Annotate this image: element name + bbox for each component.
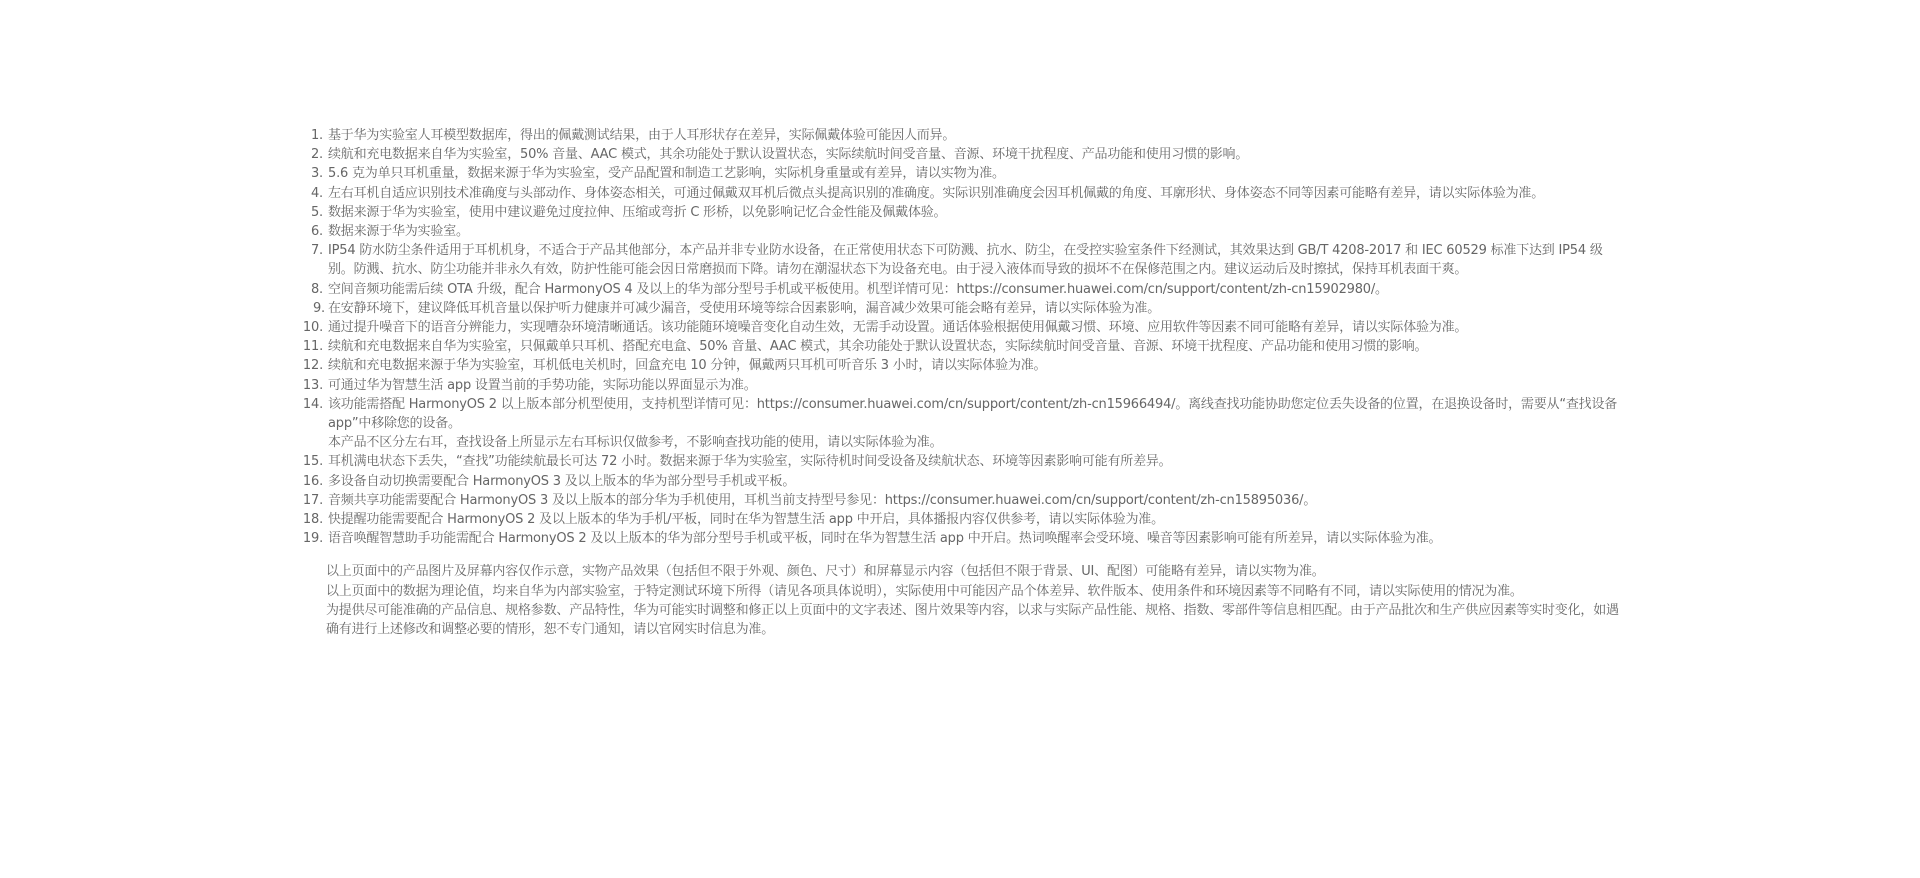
disclaimer-section bbox=[0, 126, 1920, 639]
footnote-item bbox=[0, 510, 1920, 529]
footnote-item bbox=[0, 452, 1920, 471]
footnote-text: IP54 防水防尘条件适用于耳机机身，不适合于产品其他部分，本产品并非专业防水设备，在正常使用状态下可防溅、抗水、防尘，在受控实验室条件下经测试，其效果达到 GB/T 4208-2017 和 IEC 60529 标准下达到 IP54 级别。防溅、抗水、防尘功能并非永久有效，防护性能可能会因日常磨损而下降。请勿在潮湿状态下为设备充电。由于浸入液体而导致的损坏不在保修范围之内。建议运动后及时擦拭，保持耳机表面干爽。 bbox=[328, 243, 1603, 278]
footnote-number: 4. bbox=[310, 185, 323, 201]
footnote-item bbox=[0, 318, 1920, 337]
footnote-text: 空间音频功能需后续 OTA 升级，配合 HarmonyOS 4 及以上的华为部分型号手机或平板使用。机型详情可见：https://consumer.huawei.com/cn/support/content/zh-cn15902980/。 bbox=[328, 281, 1388, 297]
footnote-number: 16. bbox=[302, 473, 323, 489]
footnote-number: 17. bbox=[302, 492, 323, 508]
footnote-text: 该功能需搭配 HarmonyOS 2 以上版本部分机型使用，支持机型详情可见：https://consumer.huawei.com/cn/support/content/zh-cn15966494/。离线查找功能协助您定位丢失设备的位置，在退换设备时，需要从“查找设备 app”中移除您的设备。 bbox=[328, 396, 1618, 432]
footnote-text: 5.6 克为单只耳机重量，数据来源于华为实验室，受产品配置和制造工艺影响，实际机身重量或有差异，请以实物为准。 bbox=[328, 166, 1005, 182]
footnote-number: 19. bbox=[302, 531, 323, 547]
footnote-item bbox=[0, 203, 1920, 222]
footnote-item bbox=[0, 356, 1920, 375]
footnote-text: 耳机满电状态下丢失，“查找”功能续航最长可达 72 小时。数据来源于华为实验室，实际待机时间受设备及续航状态、环境等因素影响可能有所差异。 bbox=[328, 454, 1172, 470]
footnote-number: 3. bbox=[310, 166, 323, 182]
footnote-item bbox=[0, 529, 1920, 548]
legal-paragraph: 为提供尽可能准确的产品信息、规格参数、产品特性，华为可能实时调整和修正以上页面中的文字表述、图片效果等内容，以求与实际产品性能、规格、指数、零部件等信息相匹配。由于产品批次和生产供应因素等实时变化，如遇确有进行上述修改和调整必要的情形，恕不专门通知，请以官网实时信息为准。 bbox=[326, 602, 1619, 638]
footnote-item bbox=[0, 280, 1920, 299]
footnote-item bbox=[0, 164, 1920, 183]
footnote-text: 语音唤醒智慧助手功能需配合 HarmonyOS 2 及以上版本的华为部分型号手机或平板，同时在华为智慧生活 app 中开启。热词唤醒率会受环境、噪音等因素影响可能有所差异，请以实际体验为准。 bbox=[328, 531, 1442, 547]
footnote-subtext: 本产品不区分左右耳，查找设备上所显示左右耳标识仅做参考，不影响查找功能的使用，请以实际体验为准。 bbox=[328, 435, 943, 451]
footnote-item bbox=[0, 241, 1920, 279]
footnote-number: 13. bbox=[302, 377, 323, 393]
footnote-text: 数据来源于华为实验室。 bbox=[328, 224, 469, 240]
footnote-number: 5. bbox=[310, 204, 323, 220]
footnote-item bbox=[0, 222, 1920, 241]
footnote-item bbox=[0, 126, 1920, 145]
footnote-list bbox=[0, 126, 1920, 548]
footnote-item bbox=[0, 395, 1920, 433]
footnote-text: 续航和充电数据来源于华为实验室，耳机低电关机时，回盒充电 10 分钟，佩戴两只耳机可听音乐 3 小时，请以实际体验为准。 bbox=[328, 358, 1047, 374]
footnote-number: 11. bbox=[302, 339, 323, 355]
legal-paragraph: 以上页面中的数据为理论值，均来自华为内部实验室，于特定测试环境下所得（请见各项具体说明），实际使用中可能因产品个体差异、软件版本、使用条件和环境因素等不同略有不同，请以实际使用的情况为准。 bbox=[326, 583, 1523, 599]
footnote-item bbox=[0, 491, 1920, 510]
footnote-number: 10. bbox=[302, 320, 323, 336]
footnote-number: 18. bbox=[302, 512, 323, 528]
footnote-item bbox=[0, 145, 1920, 164]
legal-notice bbox=[0, 562, 1920, 639]
footnote-item bbox=[0, 337, 1920, 356]
footnote-text: 左右耳机自适应识别技术准确度与头部动作、身体姿态相关，可通过佩戴双耳机后微点头提高识别的准确度。实际识别准确度会因耳机佩戴的角度、耳廓形状、身体姿态不同等因素可能略有差异，请以实际体验为准。 bbox=[328, 185, 1545, 201]
footnote-text: 音频共享功能需要配合 HarmonyOS 3 及以上版本的部分华为手机使用，耳机当前支持型号参见：https://consumer.huawei.com/cn/support/content/zh-cn15895036/。 bbox=[328, 492, 1317, 508]
footnote-text: 续航和充电数据来自华为实验室，只佩戴单只耳机、搭配充电盒、50% 音量、AAC 模式，其余功能处于默认设置状态，实际续航时间受音量、音源、环境干扰程度、产品功能和使用习惯的影响。 bbox=[328, 339, 1428, 355]
footnote-text: 快提醒功能需要配合 HarmonyOS 2 及以上版本的华为手机/平板，同时在华为智慧生活 app 中开启，具体播报内容仅供参考，请以实际体验为准。 bbox=[328, 512, 1164, 528]
footnote-item bbox=[0, 376, 1920, 395]
footnote-item bbox=[0, 472, 1920, 491]
footnote-text: 可通过华为智慧生活 app 设置当前的手势功能，实际功能以界面显示为准。 bbox=[328, 377, 757, 393]
footnote-text: 续航和充电数据来自华为实验室，50% 音量、AAC 模式，其余功能处于默认设置状态，实际续航时间受音量、音源、环境干扰程度、产品功能和使用习惯的影响。 bbox=[328, 147, 1249, 163]
footnote-number: 12. bbox=[302, 358, 323, 374]
footnote-text: 多设备自动切换需要配合 HarmonyOS 3 及以上版本的华为部分型号手机或平板。 bbox=[328, 473, 796, 489]
footnote-number: 9. bbox=[312, 300, 325, 316]
footnote-item bbox=[0, 184, 1920, 203]
footnote-number: 6. bbox=[310, 224, 323, 240]
footnote-number: 15. bbox=[302, 454, 323, 470]
footnote-text: 数据来源于华为实验室，使用中建议避免过度拉伸、压缩或弯折 C 形桥，以免影响记忆合金性能及佩戴体验。 bbox=[328, 204, 947, 220]
legal-paragraph: 以上页面中的产品图片及屏幕内容仅作示意，实物产品效果（包括但不限于外观、颜色、尺寸）和屏幕显示内容（包括但不限于背景、UI、配图）可能略有差异，请以实物为准。 bbox=[326, 564, 1325, 580]
footnote-text: 通过提升噪音下的语音分辨能力，实现嘈杂环境清晰通话。该功能随环境噪音变化自动生效，无需手动设置。通话体验根据使用佩戴习惯、环境、应用软件等因素不同可能略有差异，请以实际体验为准。 bbox=[328, 320, 1468, 336]
footnote-text: 在安静环境下，建议降低耳机音量以保护听力健康并可减少漏音，受使用环境等综合因素影响，漏音减少效果可能会略有差异，请以实际体验为准。 bbox=[328, 300, 1161, 316]
footnote-text: 基于华为实验室人耳模型数据库，得出的佩戴测试结果，由于人耳形状存在差异，实际佩戴体验可能因人而异。 bbox=[328, 128, 956, 143]
footnote-number: 7. bbox=[310, 243, 323, 259]
footnote-number: 1. bbox=[310, 128, 323, 143]
footnote-number: 8. bbox=[310, 281, 323, 297]
footnote-number: 14. bbox=[302, 396, 323, 412]
footnote-item bbox=[0, 299, 1920, 318]
footnote-number: 2. bbox=[310, 147, 323, 163]
